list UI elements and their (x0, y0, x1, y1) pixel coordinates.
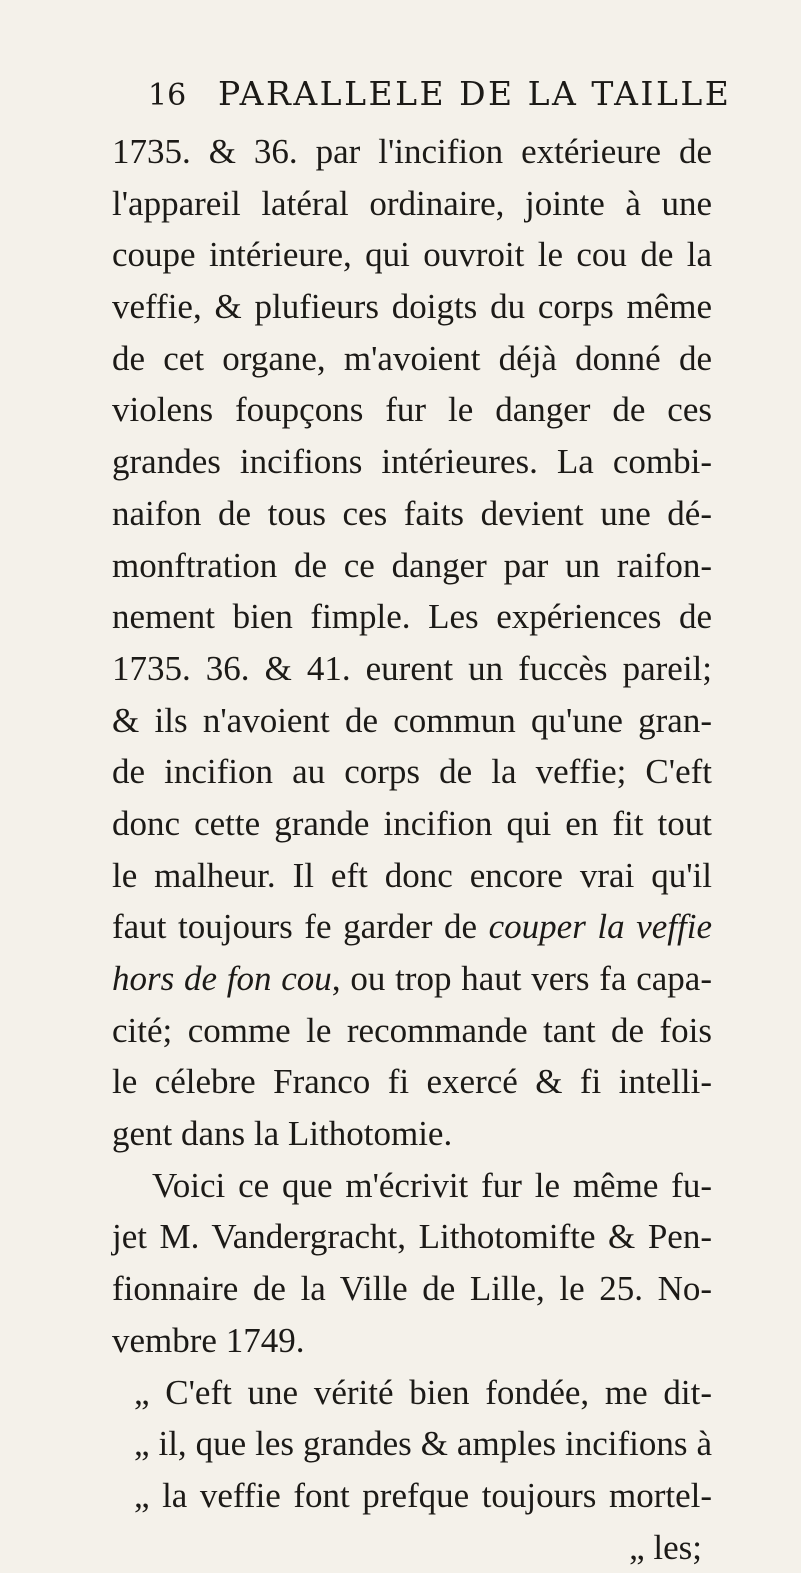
body-text (112, 126, 712, 1573)
text-line: violens foupçons fur le danger de ces (112, 390, 712, 430)
italic-phrase: couper la veffie (488, 907, 712, 947)
running-title: PARALLELE DE LA TAILLE (218, 74, 732, 113)
text-line: cité; comme le recommande tant de fois (112, 1010, 712, 1050)
quote-line: „ la veffie font prefque toujours mortel- (134, 1475, 712, 1515)
text-segment: , ou trop haut vers fa capa- (331, 959, 712, 998)
page-number: 16 (148, 78, 187, 113)
text-line: Voici ce que m'écrivit fur le même fu- (152, 1165, 712, 1205)
text-line (112, 901, 712, 953)
text-line: nement bien fimple. Les expériences de (112, 597, 712, 637)
text-line: le malheur. Il eft donc encore vrai qu'il (112, 855, 712, 895)
quote-line: „ les; (629, 1527, 702, 1567)
text-line: 1735. 36. & 41. eurent un fuccès pareil; (112, 648, 712, 688)
text-line: de cet organe, m'avoient déjà donné de (112, 338, 712, 378)
running-head (148, 74, 732, 114)
text-line: de incifion au corps de la veffie; C'eft (112, 752, 712, 792)
text-line: fionnaire de la Ville de Lille, le 25. No- (112, 1269, 712, 1309)
text-line: donc cette grande incifion qui en fit tout (112, 803, 712, 843)
text-line: & ils n'avoient de commun qu'une gran- (112, 700, 712, 740)
quote-line: „ C'eft une vérité bien fondée, me dit- (134, 1372, 712, 1412)
text-line: jet M. Vandergracht, Lithotomifte & Pen- (112, 1217, 712, 1257)
text-line: le célebre Franco fi exercé & fi intelli- (112, 1062, 712, 1102)
text-line: veffie, & plufieurs doigts du corps même (112, 287, 712, 327)
text-line: monftration de ce danger par un raifon- (112, 545, 712, 585)
text-segment: faut toujours fe garder de (112, 907, 478, 947)
text-line: grandes incifions intérieures. La combi- (112, 442, 712, 482)
text-line: l'appareil latéral ordinaire, jointe à une (112, 183, 712, 223)
text-line: 1735. & 36. par l'incifion extérieure de (112, 132, 712, 171)
text-line (112, 953, 712, 1005)
quote-line: „ il, que les grandes & amples incifions à (134, 1424, 712, 1464)
text-line: vembre 1749. (112, 1320, 305, 1360)
italic-phrase: hors de fon cou (112, 959, 332, 998)
text-line: naifon de tous ces faits devient une dé- (112, 493, 712, 533)
text-line: coupe intérieure, qui ouvroit le cou de la (112, 235, 712, 275)
text-line: gent dans la Lithotomie. (112, 1114, 453, 1154)
